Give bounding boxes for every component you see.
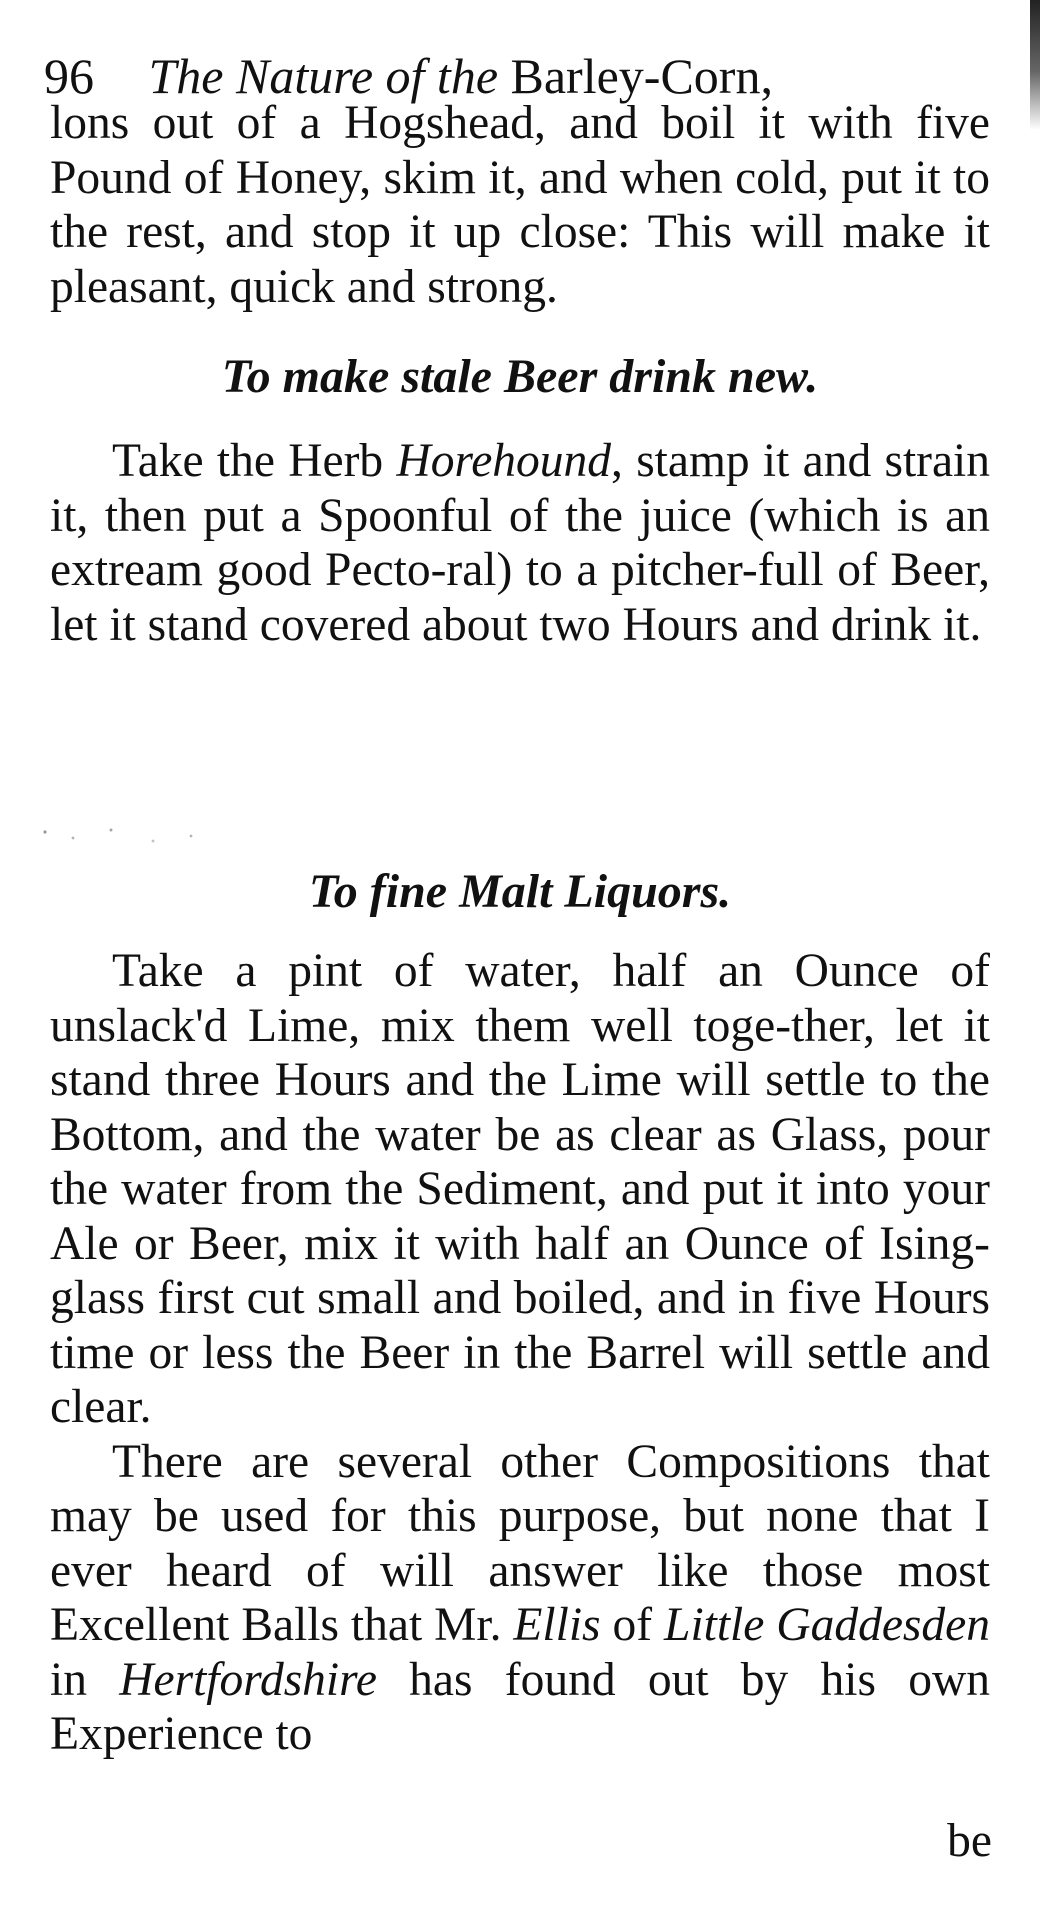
compositions-text-start: There are several other Compositions that may be used for this purpose, but none that I ever heard of will answer like those most Excellent Balls that Mr. — [50, 1435, 990, 1651]
malt-liquors-heading: To fine Malt Liquors. — [308, 865, 732, 918]
stale-beer-paragraph — [50, 434, 990, 652]
running-title-italic: The Nature of the — [148, 48, 499, 104]
of-word: of — [600, 1599, 665, 1651]
in-word: in — [50, 1653, 120, 1706]
stale-beer-text-after: , stamp it and strain it, then put a Spoonful of the juice (which is an extream good Pecto-ral) to a pitcher-full of Beer, let it stand covered about two Hours and drink it. — [50, 435, 990, 651]
malt-liquors-recipe — [50, 944, 990, 1762]
place-little-gaddesden: Little Gaddesden — [664, 1599, 990, 1651]
continued-recipe-text — [50, 96, 990, 314]
scan-edge-mark — [1030, 0, 1040, 130]
stale-beer-heading: To make stale Beer drink new. — [221, 350, 819, 403]
county-hertfordshire: Hertfordshire — [119, 1653, 377, 1706]
continued-paragraph: lons out of a Hogshead, and boil it with five Pound of Honey, skim it, and when cold, put it to the rest, and stop it up close: This will make it pleasant, quick and strong. — [50, 97, 990, 313]
scan-noise — [35, 820, 225, 850]
stale-beer-recipe — [50, 434, 990, 652]
malt-liquors-paragraph-1: Take a pint of water, half an Ounce of unslack'd Lime, mix them well toge-ther, let it stand three Hours and the Lime will settle to the Bottom, and the water be as clear as Glass, pour the water from the Sediment, and put it into your Ale or Beer, mix it with half an Ounce of Ising-glass first cut small and boiled, and in five Hours time or less the Beer in the Barrel will settle and clear. — [50, 945, 990, 1433]
horehound-term: Horehound — [396, 435, 612, 487]
compositions-text-end: has found out by his own Experience to — [50, 1653, 990, 1760]
running-title-roman: Barley-Corn, — [510, 48, 773, 104]
malt-liquors-paragraph-2 — [50, 1435, 990, 1762]
person-name-ellis: Ellis — [513, 1599, 601, 1651]
catchword: be — [947, 1815, 992, 1867]
page-number: 96 — [44, 48, 94, 104]
stale-beer-text-before: Take the Herb — [112, 435, 397, 487]
